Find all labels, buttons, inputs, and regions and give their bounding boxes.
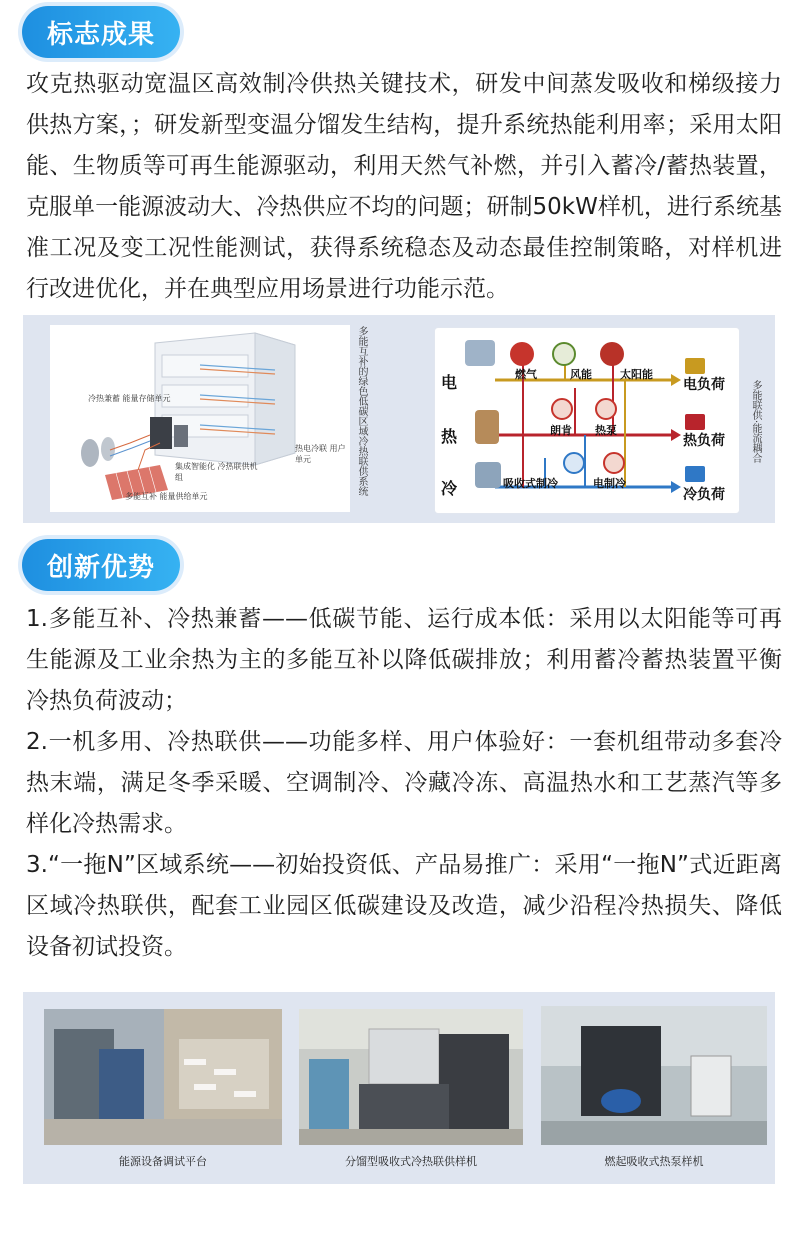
source-gas-label: 燃气 [515,368,537,381]
photo-caption-2: 分馏型吸收式冷热联供样机 [345,1155,477,1168]
solar-panel-icon [600,342,624,366]
device-heatpump-label: 热泵 [595,424,617,437]
row-label-cold: 冷 [441,479,458,498]
debug-platform-image [44,1009,282,1145]
chiller-icon [475,462,501,488]
fractionation-prototype-image [299,1009,523,1145]
row-label-heat: 热 [441,427,458,446]
advantage-item-3: 3.“一拖N”区域系统——初始投资低、产品易推广：采用“一拖N”式近距离区域冷热联供，配套工业园区低碳建设及改造，减少沿程冷热损失、降低设备初试投资。 [26,852,782,960]
callout-supply: 多能互补 能量供给单元 [125,492,208,501]
wind-turbine-icon [552,342,576,366]
fractionation-prototype-photo [299,1009,523,1145]
load-heat-label: 热负荷 [683,433,725,449]
rankine-icon [551,398,573,420]
source-wind-label: 风能 [570,368,592,381]
photo-caption-3: 燃起吸收式热泵样机 [604,1155,704,1168]
source-solar-label: 太阳能 [620,368,653,381]
device-rankine-label: 朗肯 [550,424,572,437]
section-title-results: 标志成果 [22,6,180,58]
load-electric-label: 电负荷 [683,377,725,393]
heat-storage-icon [475,410,499,444]
gas-icon [510,342,534,366]
advantage-item-2: 2.一机多用、冷热联供——功能多样、用户体验好：一套机组带动多套冷热末端，满足冬季采暖、空调制冷、冷藏冷冻、高温热水和工艺蒸汽等多样化冷热需求。 [26,729,782,837]
callout-storage: 冷热兼蓄 能量存储单元 [88,394,171,403]
absorption-heat-pump-photo [541,1006,767,1145]
row-label-electric: 电 [441,373,458,392]
building-illustration [50,325,350,512]
house-cold-icon [685,466,705,482]
device-absorption-label: 吸收式制冷 [503,477,558,490]
absorption-heat-pump-image [541,1006,767,1145]
energy-flow-diagram [434,327,740,514]
house-heat-icon [685,414,705,430]
advantage-item-1: 1.多能互补、冷热兼蓄——低碳节能、运行成本低：采用以太阳能等可再生能源及工业余热为主的多能互补以降低碳排放；利用蓄冷蓄热装置平衡冷热负荷波动； [26,606,782,714]
callout-user: 热电冷联 用户单元 [295,444,346,464]
results-text: 攻克热驱动宽温区高效制冷供热关键技术，研发中间蒸发吸收和梯级接力供热方案，；研发新型变温分馏发生结构，提升系统热能利用率；采用太阳能、生物质等可再生能源驱动，利用天然气补燃，并引入蓄冷/蓄热装置，克服单一能源波动大、冷热供应不均的问题；研制50kW样机，进行系统基准工况及变工况性能测试，获得系统稳态及动态最佳控制策略，对样机进行改进优化，并在典型应用场景进行功能示范。 [26,71,782,302]
debug-platform-photo [44,1009,282,1145]
section-title-advantages: 创新优势 [22,539,180,591]
solar-array-icon [465,340,495,366]
electric-chiller-icon [603,452,625,474]
device-electric-chiller-label: 电制冷 [593,477,626,490]
photo-caption-1: 能源设备调试平台 [119,1155,207,1168]
building-system-diagram [50,325,350,512]
advantages-list [26,599,782,968]
load-cold-label: 冷负荷 [683,487,725,503]
diagram1-side-caption: 多能互补的绿色低碳区域冷热联供系统 [356,326,367,496]
absorption-chiller-icon [563,452,585,474]
heat-pump-icon [595,398,617,420]
house-electric-icon [685,358,705,374]
callout-unit: 集成智能化 冷热联供机组 [175,462,258,482]
diagram2-side-caption: 多能联供·能流耦合 [750,380,761,464]
results-paragraph [26,64,782,310]
